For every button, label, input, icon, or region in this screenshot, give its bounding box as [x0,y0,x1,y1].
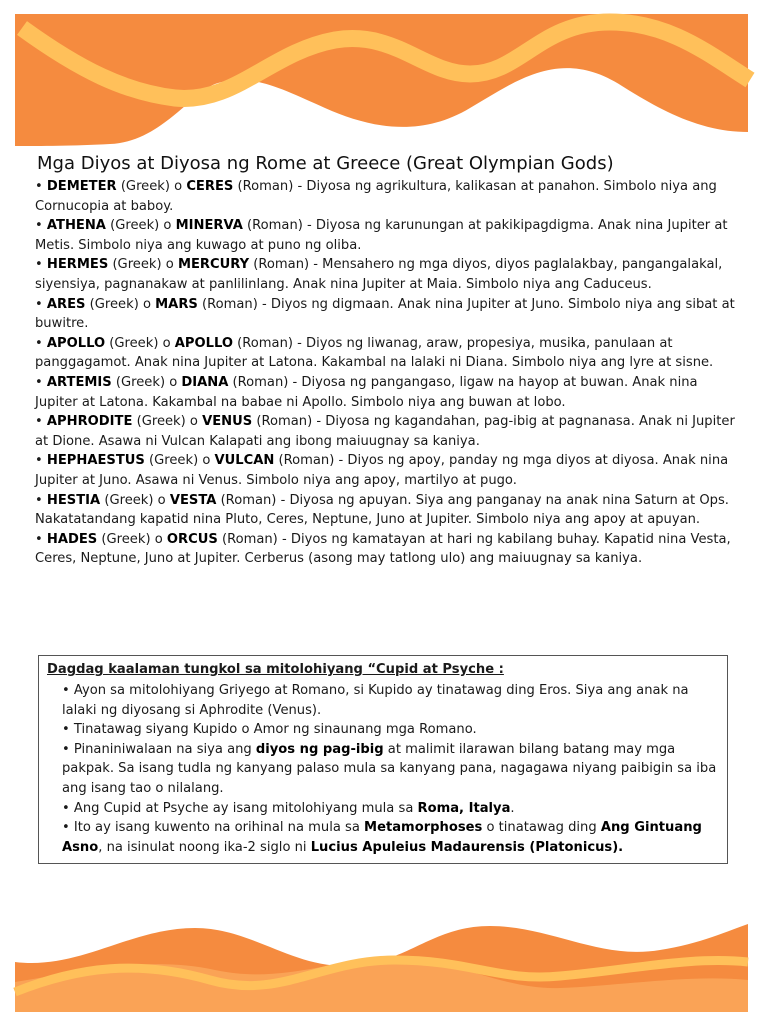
god-description: - Diyos ng kamatayan at hari ng kabilang buhay. Kapatid nina Vesta, Ceres, Neptune, Juno at Jupiter. Cerberus (asong may tatlong ulo) ang maiuugnay sa kaniya. [35,531,731,567]
roman-name: ORCUS [166,531,218,547]
roman-name: VESTA [169,492,217,508]
box-title: Dagdag kaalaman tungkol sa mitolohiyang “Cupid at Psyche : [47,662,504,677]
top-wave-decoration [0,0,768,160]
bold-text: Lucius Apuleius Madaurensis (Platonicus). [310,839,624,855]
list-item: • HESTIA (Greek) o VESTA (Roman) - Diyosa ng apuyan. Siya ang panganay na anak nina Saturn at Ops. Nakatatandang kapatid nina Pluto, Ceres, Neptune, Juno at Jupiter. Simbolo niya ang apoy at apuyan. [35,492,729,528]
bold-text: diyos ng pag-ibig [255,741,384,757]
list-item: • ARTEMIS (Greek) o DIANA (Roman) - Diyosa ng pangangaso, ligaw na hayop at buwan. Anak nina Jupiter at Latona. Kakambal na babae ni Apollo. Simbolo niya ang buwan at lobo. [35,374,698,410]
god-description: - Diyosa ng pangangaso, ligaw na hayop at buwan. Anak nina Jupiter at Latona. Kakambal na babae ni Apollo. Simbolo niya ang buwan at lobo. [35,374,698,410]
list-item: • DEMETER (Greek) o CERES (Roman) - Diyosa ng agrikultura, kalikasan at panahon. Simbolo niya ang Cornucopia at baboy. [35,179,717,214]
text: . [510,800,515,816]
greek-name: ATHENA [46,218,106,234]
greek-name: HERMES [46,257,109,273]
list-item: • ATHENA (Greek) o MINERVA (Roman) - Diyosa ng karunungan at pakikipagdigma. Anak nina Jupiter at Metis. Simbolo niya ang kuwago at puno ng oliba. [35,218,728,253]
list-item: • Ito ay isang kuwento na orihinal na mula sa Metamorphoses o tinatawag ding Ang Gintuang Asno, na isinulat noong ika-2 siglo ni Lucius Apuleius Madaurensis (Platonicus). [62,820,702,855]
god-description: - Diyosa ng kagandahan, pag-ibig at pagnanasa. Anak ni Jupiter at Dione. Asawa ni Vulcan Kalapati ang ibong maiuugnay sa kaniya. [35,414,735,449]
bold-text: Roma, Italya [417,800,511,816]
roman-name: VENUS [202,414,253,430]
additional-info-box [38,655,728,864]
greek-name: DEMETER [46,179,117,194]
greek-name: HEPHAESTUS [46,453,145,469]
god-description: - Diyos ng digmaan. Anak nina Jupiter at Juno. Simbolo niya ang sibat at buwitre. [35,296,735,332]
text: Ang Cupid at Psyche ay isang mitolohiyang mula sa [73,800,418,816]
roman-name: MINERVA [175,218,243,234]
text: , na isinulat noong ika-2 siglo ni [98,839,311,855]
text: o tinatawag ding [482,820,601,836]
list-item: • ARES (Greek) o MARS (Roman) - Diyos ng digmaan. Anak nina Jupiter at Juno. Simbolo niya ang sibat at buwitre. [35,296,735,332]
roman-name: APOLLO [174,335,233,351]
text: Ito ay isang kuwento na orihinal na mula sa [73,820,365,836]
bottom-wave-decoration [0,920,768,1024]
list-item: • HERMES (Greek) o MERCURY (Roman) - Mensahero ng mga diyos, diyos paglalakbay, pangangalakal, siyensiya, pagnanakaw at panlilinlang. Anak nina Jupiter at Maia. Simbolo niya ang Caduceus. [35,257,723,292]
list-item: • APOLLO (Greek) o APOLLO (Roman) - Diyos ng liwanag, araw, propesiya, musika, panulaan at panggagamot. Anak nina Jupiter at Latona. Kakambal na lalaki ni Diana. Simbolo niya ang lyre at sisne. [35,335,714,371]
page-title: Mga Diyos at Diyosa ng Rome at Greece (Great Olympian Gods) [37,153,614,174]
list-item: • APHRODITE (Greek) o VENUS (Roman) - Diyosa ng kagandahan, pag-ibig at pagnanasa. Anak ni Jupiter at Dione. Asawa ni Vulcan Kalapati ang ibong maiuugnay sa kaniya. [35,414,735,449]
box-list [47,681,719,857]
text: Pinaniniwalaan na siya ang [73,741,256,757]
roman-name: VULCAN [214,453,275,469]
text: at malimit ilarawan bilang batang may mga pakpak. Sa isang tudla ng kanyang palaso mula sa kanyang pana, nagagawa niyang paibigin sa iba ang isang tao o nilalang. [62,741,717,796]
bold-text: Metamorphoses [364,820,483,836]
god-description: - Diyos ng liwanag, araw, propesiya, musika, panulaan at panggagamot. Anak nina Jupiter at Latona. Kakambal na lalaki ni Diana. Simbolo niya ang lyre at sisne. [35,335,714,371]
god-description: - Mensahero ng mga diyos, diyos paglalakbay, pangangalakal, siyensiya, pagnanakaw at panlilinlang. Anak nina Jupiter at Maia. Simbolo niya ang Caduceus. [35,257,723,292]
list-item: • Ang Cupid at Psyche ay isang mitolohiyang mula sa Roma, Italya. [62,800,515,816]
list-item: • HEPHAESTUS (Greek) o VULCAN (Roman) - Diyos ng apoy, panday ng mga diyos at diyosa. Anak nina Jupiter at Juno. Asawa ni Venus. Simbolo niya ang apoy, martilyo at pugo. [35,453,729,488]
roman-name: MARS [155,296,198,312]
list-item: • HADES (Greek) o ORCUS (Roman) - Diyos ng kamatayan at hari ng kabilang buhay. Kapatid nina Vesta, Ceres, Neptune, Juno at Jupiter. Cerberus (asong may tatlong ulo) ang maiuugnay sa kaniya. [35,531,731,567]
roman-name: DIANA [181,374,229,390]
greek-name: ARES [46,296,86,312]
list-item: • Tinatawag siyang Kupido o Amor ng sinaunang mga Romano. [62,722,477,738]
god-description: - Diyos ng apoy, panday ng mga diyos at diyosa. Anak nina Jupiter at Juno. Asawa ni Venus. Simbolo niya ang apoy, martilyo at pugo. [35,453,729,488]
god-description: - Diyosa ng apuyan. Siya ang panganay na anak nina Saturn at Ops. Nakatatandang kapatid nina Pluto, Ceres, Neptune, Juno at Jupiter. Simbolo niya ang apoy at apuyan. [35,492,729,528]
greek-name: HESTIA [46,492,101,508]
roman-name: MERCURY [177,257,250,273]
text: Tinatawag siyang Kupido o Amor ng sinaunang mga Romano. [73,722,477,738]
gods-list [35,177,735,569]
text: Ayon sa mitolohiyang Griyego at Romano, si Kupido ay tinatawag ding Eros. Siya ang anak na lalaki ng diyosang si Aphrodite (Venus). [62,683,689,718]
list-item: • Ayon sa mitolohiyang Griyego at Romano, si Kupido ay tinatawag ding Eros. Siya ang anak na lalaki ng diyosang si Aphrodite (Venus). [62,683,689,718]
greek-name: APOLLO [46,335,106,351]
bold-text: Ang Gintuang Asno [62,820,702,855]
greek-name: ARTEMIS [46,374,112,390]
god-description: - Diyosa ng agrikultura, kalikasan at panahon. Simbolo niya ang Cornucopia at baboy. [35,179,717,214]
roman-name: CERES [186,179,234,194]
greek-name: HADES [46,531,98,547]
list-item: • Pinaniniwalaan na siya ang diyos ng pag-ibig at malimit ilarawan bilang batang may mga pakpak. Sa isang tudla ng kanyang palaso mula sa kanyang pana, nagagawa niyang paibigin sa iba ang isang tao o nilalang. [62,741,717,796]
god-description: - Diyosa ng karunungan at pakikipagdigma. Anak nina Jupiter at Metis. Simbolo niya ang kuwago at puno ng oliba. [35,218,728,253]
greek-name: APHRODITE [46,414,133,430]
